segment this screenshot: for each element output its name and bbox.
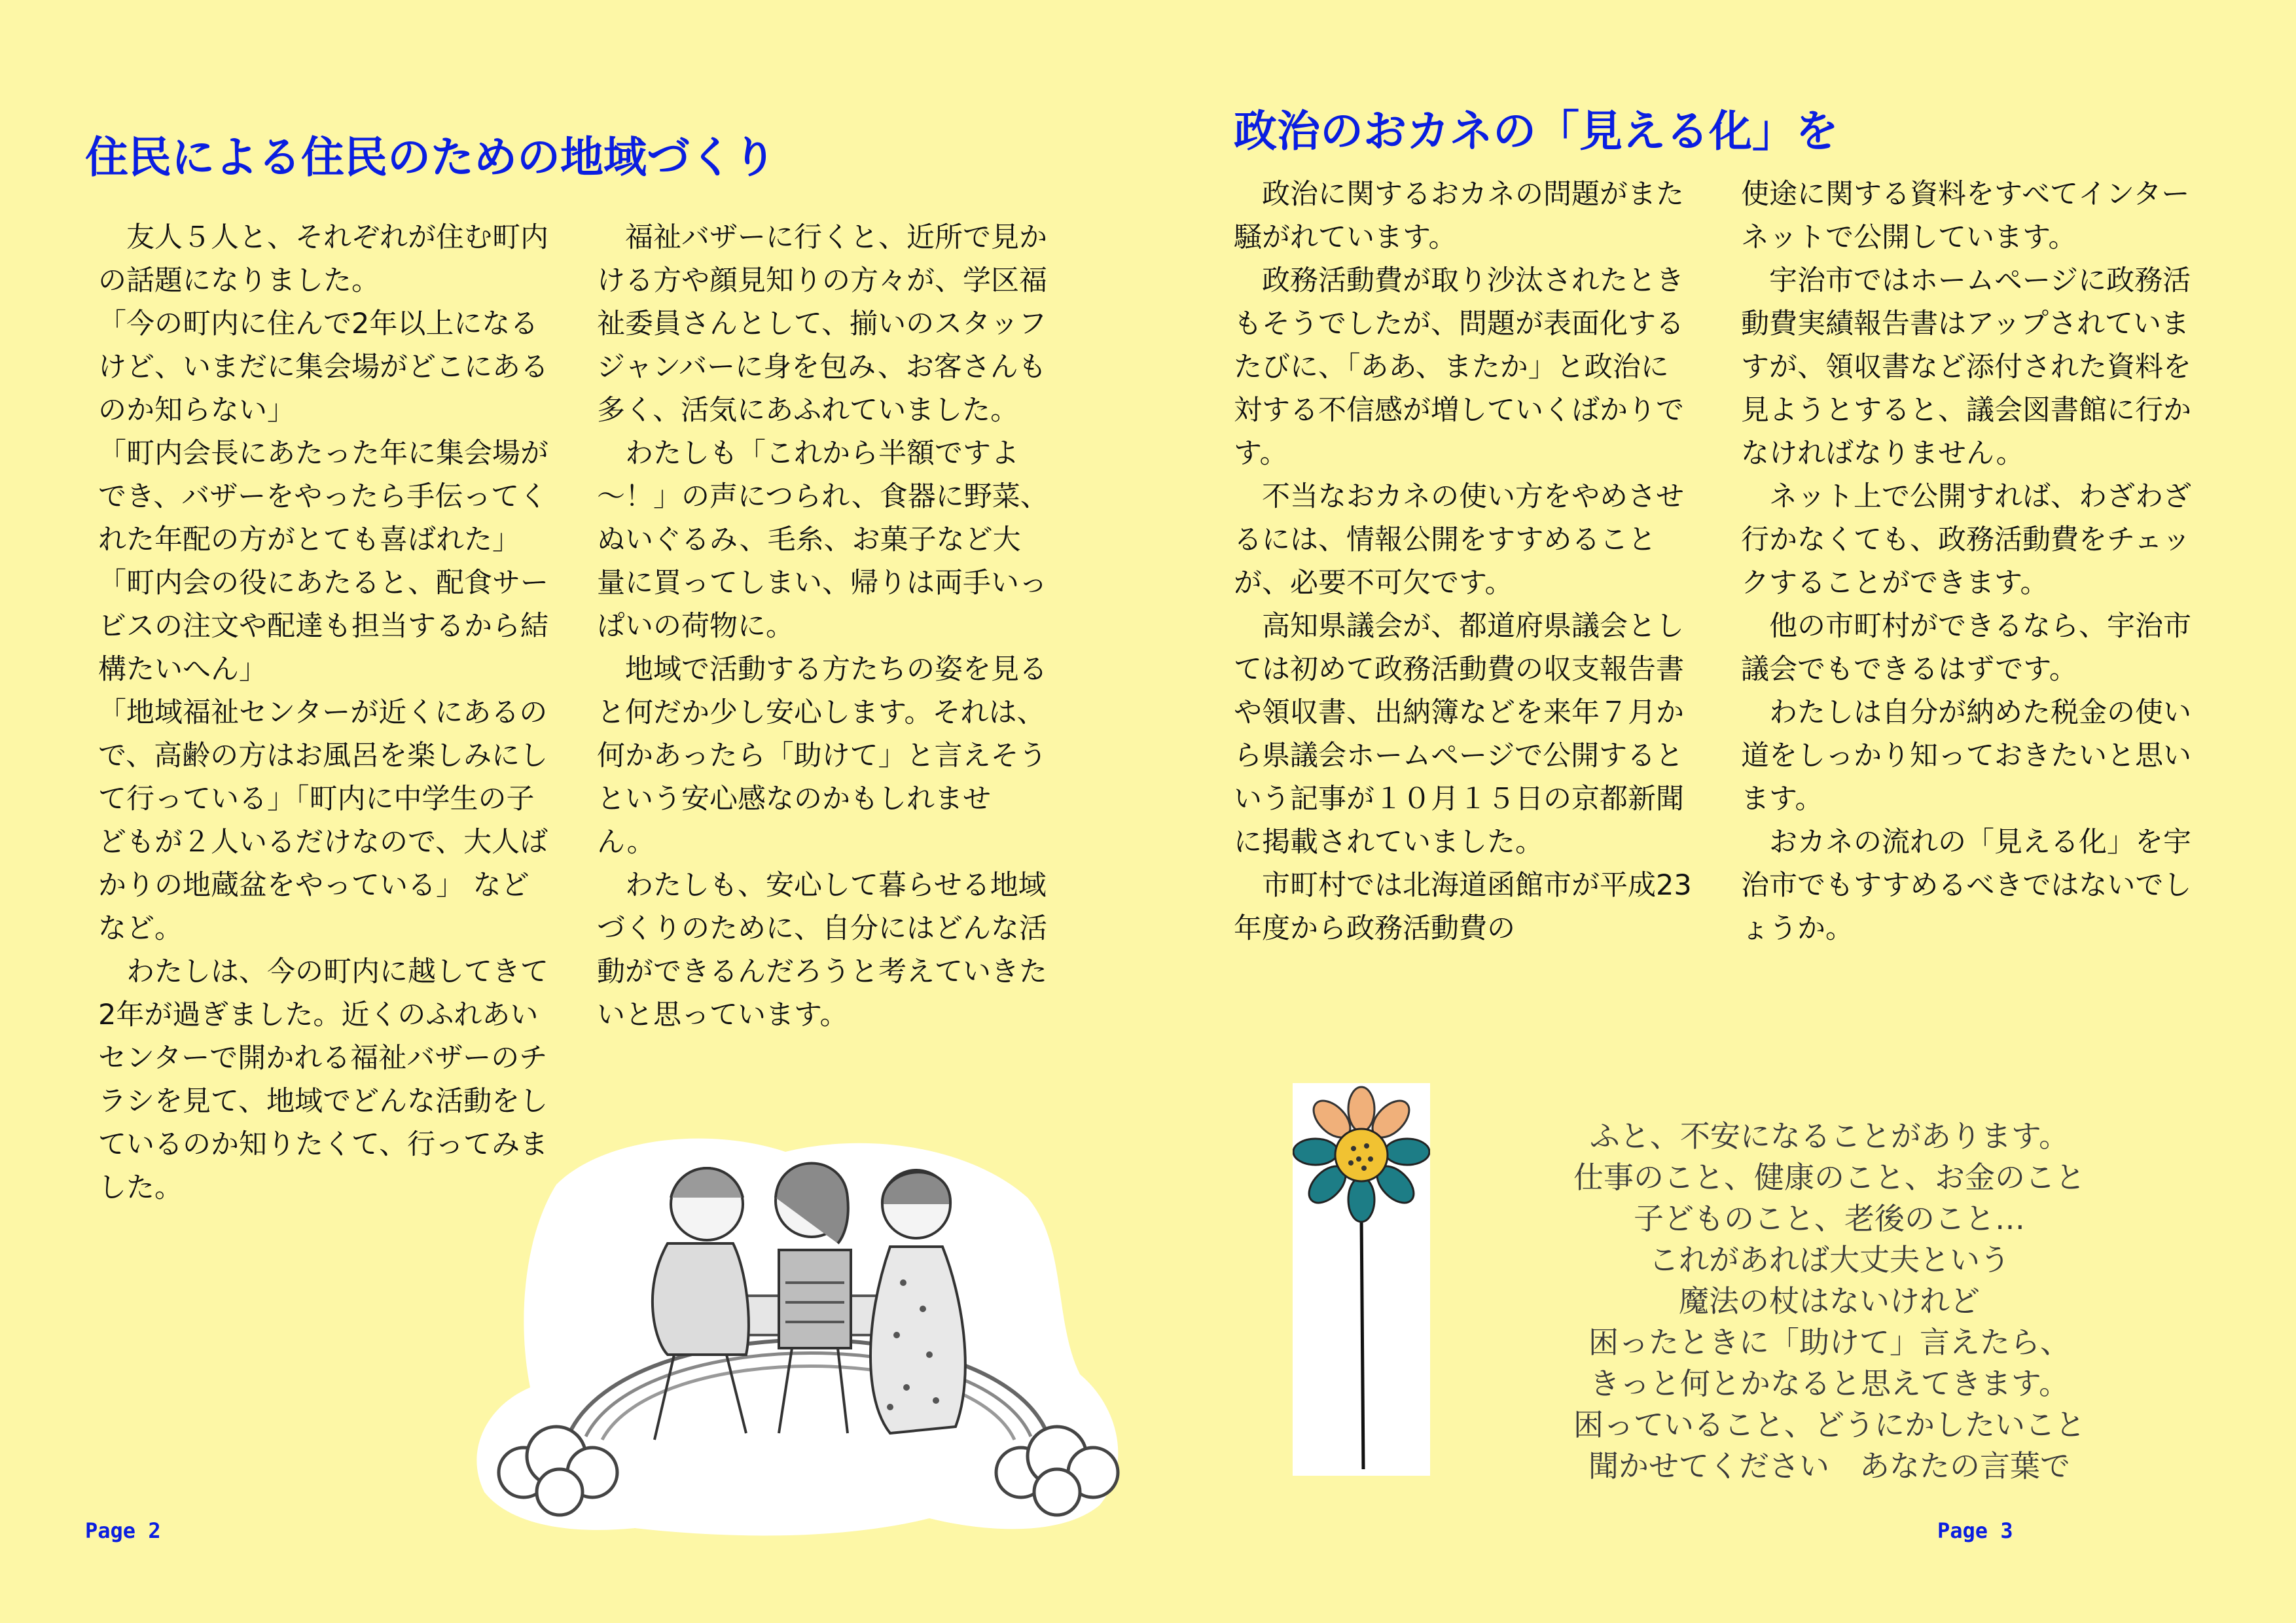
paragraph: 他の市町村ができるなら、宇治市議会でもできるはずです。	[1741, 610, 2191, 686]
paragraph: 政治に関するおカネの問題がまた騒がれています。	[1234, 178, 1684, 254]
paragraph: 「町内会の役にあたると、配食サービスの注文や配達も担当するから結構たいへん」	[98, 567, 548, 686]
paragraph: わたしも、安心して暮らせる地域づくりのために、自分にはどんな活動ができるんだろうと考えていきたいと思っています。	[597, 869, 1047, 1031]
left-article-column-1	[98, 216, 550, 1209]
paragraph: 「今の町内に住んで2年以上になるけど、いまだに集会場がどこにあるのか知らない」	[98, 308, 548, 427]
left-page-title: 住民による住民のための地域づくり	[85, 132, 776, 183]
paragraph: わたしも「これから半額ですよ～！」の声につられ、食器に野菜、ぬいぐるみ、毛糸、お菓子など大量に買ってしまい、帰りは両手いっぱいの荷物に。	[597, 437, 1049, 643]
flower-illustration	[1293, 1083, 1430, 1476]
paragraph: 地域で活動する方たちの姿を見ると何だか少し安心します。それは、何かあったら「助けて」と言えそうという安心感なのかもしれません。	[597, 653, 1047, 859]
paragraph: 友人５人と、それぞれが住む町内の話題になりました。	[98, 221, 548, 297]
poem-line: 聞かせてください あなたの言葉で	[1588, 1448, 2070, 1484]
paragraph: 「地域福祉センターが近くにあるので、高齢の方はお風呂を楽しみにして行っている」「町内に中学生の子どもが２人いるだけなので、大人ばかりの地蔵盆をやっている」 などなど。	[98, 696, 548, 945]
poem-line: 困っていること、どうにかしたいこと	[1573, 1407, 2085, 1442]
paragraph: 市町村では北海道函館市が平成23年度から政務活動費の	[1234, 869, 1692, 945]
right-page-title: 政治のおカネの「見える化」を	[1234, 106, 1839, 156]
poem-line: これがあれば大丈夫という	[1649, 1242, 2010, 1277]
paragraph: 「町内会長にあたった年に集会場ができ、バザーをやったら手伝ってくれた年配の方がとても喜ばれた」	[98, 437, 548, 556]
right-article-column-1	[1234, 173, 1692, 950]
paragraph: 政務活動費が取り沙汰されたときもそうでしたが、問題が表面化するたびに、「ああ、またか」と政治に対する不信感が増していくばかりです。	[1234, 264, 1684, 470]
poem-line: 仕事のこと、健康のこと、お金のこと	[1573, 1160, 2085, 1195]
paragraph: 不当なおカネの使い方をやめさせるには、情報公開をすすめることが、必要不可欠です。	[1234, 480, 1684, 599]
paragraph: 高知県議会が、都道府県議会としては初めて政務活動費の収支報告書や領収書、出納簿などを来年７月から県議会ホームページで公開するという記事が１０月１５日の京都新聞に掲載されていました。	[1234, 610, 1684, 859]
poem-line: きっと何とかなると思えてきます。	[1589, 1366, 2070, 1401]
paragraph: おカネの流れの「見える化」を宇治市でもすすめるべきではないでしょうか。	[1741, 826, 2192, 945]
poem-line: 子どものこと、老後のこと…	[1634, 1201, 2025, 1236]
paragraph: わたしは自分が納めた税金の使い道をしっかり知っておきたいと思います。	[1741, 696, 2191, 815]
paragraph: 使途に関する資料をすべてインターネットで公開しています。	[1741, 178, 2190, 254]
page-number-right: Page 3	[1937, 1518, 2013, 1543]
paragraph: 福祉バザーに行くと、近所で見かける方や顔見知りの方々が、学区福祉委員さんとして、揃いのスタッフジャンバーに身を包み、お客さんも多く、活気にあふれていました。	[597, 221, 1047, 427]
paragraph: わたしは、今の町内に越してきて2年が過ぎました。近くのふれあいセンターで開かれる福祉バザーのチラシを見て、地域でどんな活動をしているのか知りたくて、行ってみました。	[98, 955, 548, 1204]
page-number-left: Page 2	[85, 1518, 161, 1543]
poem-line: ふと、不安になることがあります。	[1589, 1118, 2070, 1154]
left-article-column-2	[597, 216, 1049, 1037]
poem-line: 困ったときに「助けて」言えたら、	[1588, 1325, 2070, 1360]
paragraph: ネット上で公開すれば、わざわざ行かなくても、政務活動費をチェックすることができます。	[1741, 480, 2191, 599]
poem-line: 魔法の杖はないけれど	[1679, 1283, 1980, 1319]
poem-text	[1496, 1116, 2163, 1487]
paragraph: 宇治市ではホームページに政務活動費実績報告書はアップされていますが、領収書など添付された資料を見ようとすると、議会図書館に行かなければなりません。	[1741, 264, 2191, 470]
friends-on-rainbow-illustration	[471, 1126, 1139, 1544]
right-article-column-2	[1741, 173, 2199, 950]
